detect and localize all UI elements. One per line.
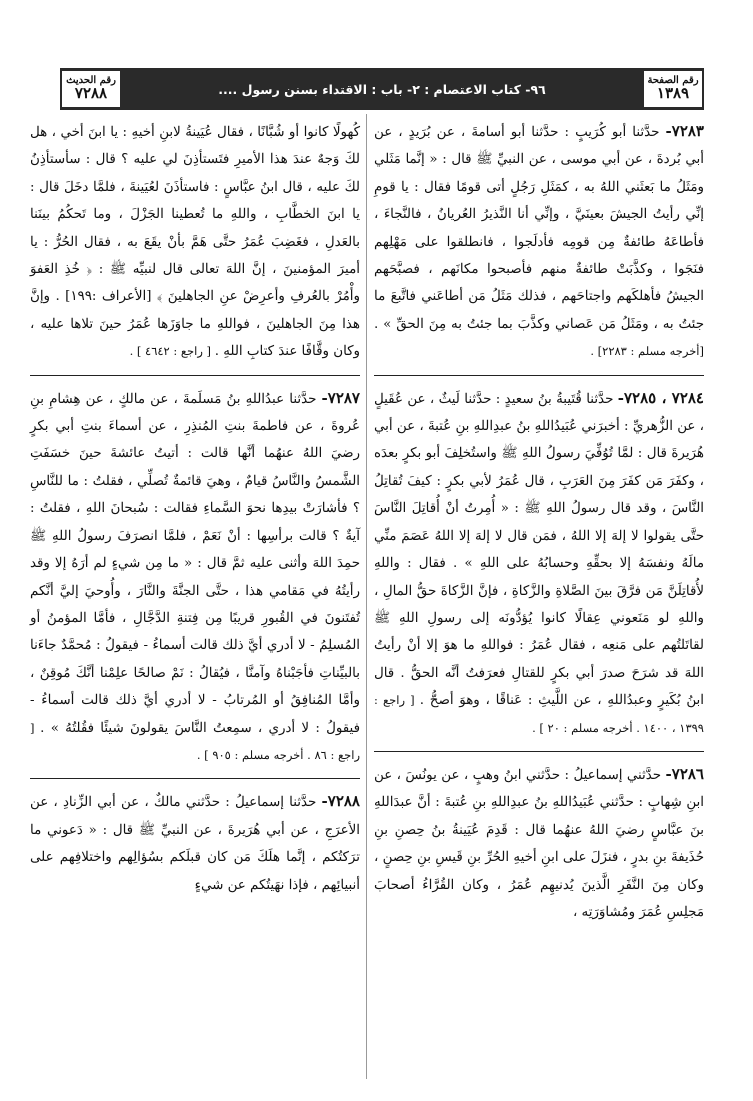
hadith-entry-text: حدَّثنا أبو كُرَيبٍ : حدَّثنا أبو أسامةَ ، عن بُرَيدٍ ، عن أبي بُردةَ ، عن أبي موسى ، عن النبيِّ ﷺ قال : « إنَّما مَثَلي ومَثَلُ ما بَعثَني اللهُ به ، كمَثَلِ رَجُلٍ أتى قومًا فقال : يا قومِ إنِّي رأيتُ الجيشَ بعينَيَّ ، وإنِّي أنا النَّذيرُ العُريانُ ، فالنَّجاءَ ، فأطاعَهُ طائفةٌ مِن قومِه فأدلَجوا ، فانطلقوا على مَهْلِهم فنَجَوا ، وكذَّبَتْ طائفةٌ منهم فأصبحوا مكانَهم ، فصبَّحَهم الجيشُ فأهلكَهم واجتاحَهم ، فذلك مَثَلُ مَن أطاعَني فاتَّبعَ ما جئتُ به ، ومَثَلُ مَن عَصاني وكذَّبَ بما جئتُ به مِنَ الحقِّ » .: [374, 125, 704, 332]
hadith-entry-reference: [ راجع : ١٣٩٩ ، ١٤٠٠ . أخرجه مسلم : ٢٠ ] .: [374, 693, 704, 735]
hadith-entry: [30, 788, 360, 899]
hadith-entry-number: ٧٢٨٧-: [321, 388, 360, 407]
right-column: [374, 118, 704, 926]
hadith-entry-number: ٧٢٨٨-: [321, 792, 360, 811]
hadith-entry: [374, 761, 704, 926]
page-number-label: رقم الصفحة: [647, 74, 699, 86]
hadith-entry-text: كُهولًا كانوا أو شُبَّانًا ، فقال عُيَينةُ لابنِ أخيهِ : يا ابنَ أخي ، هل لكَ وَجهٌ عندَ هذا الأميرِ فتَستأذِنَ لي عليه ؟ قال : سأستأذِنُ لكَ عليه ، قال ابنُ عبَّاسٍ : فاستأذَنَ لعُيَينةَ ، فلمَّا دخَلَ قال : يا ابنَ الخطَّابِ ، واللهِ ما تُعطينا الجَزْلَ ، وما تَحكُمُ بينَنا بالعَدلِ ، فغَضِبَ عُمَرُ حتَّى هَمَّ بأنْ يقَعَ به ، فقال الحُرُّ : يا أميرَ المؤمنينَ ، إنَّ اللهَ تعالى قال لنبيِّه ﷺ : ﴿ خُذِ العَفوَ وأْمُرْ بالعُرفِ وأعرِضْ عنِ الجاهلينَ ﴾ [الأعراف :١٩٩] . وإنَّ هذا مِنَ الجاهلينَ ، فواللهِ ما جاوَزَها عُمَرُ حينَ تلاها عليه ، وكان وقَّافًا عندَ كتابِ اللهِ .: [30, 125, 360, 360]
entry-separator: [374, 375, 704, 376]
entry-separator: [374, 751, 704, 752]
page-number-box: [642, 69, 704, 109]
column-divider: [366, 114, 367, 1079]
hadith-entry-reference: [ راجع : ٤٦٤٢ ] .: [129, 344, 215, 359]
hadith-entry-text: حدَّثنا عبدُاللهِ بنُ مَسلَمةَ ، عن مالكٍ ، عن هِشامِ بنِ عُروةَ ، عن فاطمةَ بنتِ المُنذِرِ ، عن أسماءَ بنتِ أبي بكرٍ رضيَ اللهُ عنهُما أنَّها قالت : أتيتُ عائشةَ حينَ خسَفَتِ الشَّمسُ والنَّاسُ قيامٌ ، وهيَ قائمةٌ تُصلِّي ، فقلتُ : ما للنَّاسِ ؟ فأشارَتْ بيدِها نحوَ السَّماءِ فقالت : سُبحانَ اللهِ ، فقلتُ : آيةٌ ؟ قالت برأسِها : أنْ نَعَمْ ، فلمَّا انصرَفَ رسولُ اللهِ ﷺ حمِدَ اللهَ وأثنى عليه ثمَّ قال : « ما مِن شيءٍ لم أرَهُ إلا وقد رأيتُهُ في مَقامي هذا ، حتَّى الجنَّةَ والنَّارَ ، وأُوحيَ إليَّ أنَّكم تُفتَنونَ في القُبورِ قريبًا مِن فِتنةِ الدَّجَّالِ ، فأمَّا المؤمنُ أو المُسلِمُ - لا أدري أيَّ ذلك قالت أسماءُ - فيقولُ : مُحمَّدٌ جاءَنا بالبيِّناتِ فأجَبْناهُ وآمنَّا ، فيُقالُ : نَمْ صالحًا علِمْنا أنَّكَ مُوقِنٌ ، وأمَّا المُنافِقُ أو المُرتابُ - لا أدري أيَّ ذلك قالت أسماءُ - فيقولُ : لا أدري ، سمِعتُ النَّاسَ يقولونَ شيئًا فقُلتُهُ » .: [30, 391, 360, 736]
hadith-entry-text: حدَّثنا قُتَيبةُ بنُ سعيدٍ : حدَّثنا لَيثٌ ، عن عُقَيلٍ ، عن الزُّهريِّ : أخبرَني عُبَيدُاللهِ بنُ عبدِاللهِ بنِ عُتبةَ ، عن أبي هُرَيرةَ قال : لمَّا تُوُفِّيَ رسولُ اللهِ ﷺ واستُخلِفَ أبو بكرٍ بعدَه ، وكفَرَ مَن كفَرَ مِنَ العَرَبِ ، قال عُمَرُ لأبي بكرٍ : كيفَ تُقاتِلُ النَّاسَ ، وقد قال رسولُ اللهِ ﷺ : « أُمِرتُ أنْ أُقاتِلَ النَّاسَ حتَّى يقولوا لا إلهَ إلا اللهُ ، فمَن قال لا إلهَ إلا اللهُ عَصَمَ منِّي مالَهُ ونفسَهُ إلا بحقِّهِ وحسابُهُ على اللهِ » . فقال : واللهِ لأُقاتِلَنَّ مَن فرَّقَ بينَ الصَّلاةِ والزَّكاةِ ، فإنَّ الزَّكاةَ حقُّ المالِ ، واللهِ لو مَنَعوني عِقالًا كانوا يُؤدُّونَه إلى رسولِ اللهِ ﷺ لقاتَلتُهم على مَنعِه ، فقال عُمَرُ : فواللهِ ما هوَ إلا أنْ رأيتُ اللهَ قد شرَحَ صدرَ أبي بكرٍ للقتالِ فعرَفتُ أنَّه الحقُّ . قال ابنُ بُكَيرٍ وعبدُاللهِ ، عن اللَّيثِ : عَناقًا ، وهوَ أصحُّ .: [374, 391, 704, 709]
hadith-entry: [374, 118, 704, 366]
hadith-entry-number: ٧٢٨٦-: [665, 764, 704, 783]
entry-separator: [30, 778, 360, 779]
hadith-entry-number: ٧٢٨٣-: [665, 122, 704, 140]
hadith-entry-text: حدَّثني إسماعيلُ : حدَّثني ابنُ وهبٍ ، عن يونُسَ ، عن ابنِ شِهابٍ : حدَّثني عُبَيدُاللهِ بنُ عبدِاللهِ بنِ عُتبةَ : أنَّ عبدَاللهِ بنَ عبَّاسٍ رضيَ اللهُ عنهُما قال : قَدِمَ عُيَينةُ بنُ حِصنِ بنِ حُذَيفةَ بنِ بدرٍ ، فنزَلَ على ابنِ أخيهِ الحُرِّ بنِ قَيسِ بنِ حِصنٍ ، وكان مِنَ النَّفَرِ الَّذينَ يُدنيهِم عُمَرُ ، وكان القُرَّاءُ أصحابَ مَجلِسِ عُمَرَ ومُشاوَرَتِه ،: [374, 767, 704, 920]
hadith-number: ٧٢٨٨: [74, 84, 108, 103]
entry-separator: [30, 375, 360, 376]
hadith-number-label: رقم الحديث: [66, 74, 116, 86]
hadith-entry-text: حدَّثنا إسماعيلُ : حدَّثني مالكٌ ، عن أبي الزِّنادِ ، عن الأعرَجِ ، عن أبي هُرَيرةَ ، عن النبيِّ ﷺ قال : « دَعوني ما ترَكتُكم ، إنَّما هلَكَ مَن كان قبلَكم بسُؤالِهم واختلافِهم على أنبيائِهم ، فإذا نهَيتُكم عن شيءٍ: [30, 795, 360, 893]
left-column: [30, 118, 360, 899]
page-number: ١٣٨٩: [656, 84, 690, 103]
chapter-title: ٩٦- كتاب الاعتصام : ٢- باب : الاقتداء بسنن رسول ....: [218, 81, 546, 97]
hadith-entry-number: ٧٢٨٤ ، ٧٢٨٥-: [617, 388, 704, 407]
page-header: [60, 68, 704, 110]
hadith-entry: [30, 118, 360, 366]
hadith-entry: [30, 385, 360, 770]
hadith-number-box: [60, 69, 122, 109]
hadith-entry: [374, 385, 704, 742]
hadith-entry-reference: [ راجع : ٨٦ . أخرجه مسلم : ٩٠٥ ] .: [30, 720, 360, 762]
hadith-entry-reference: [أخرجه مسلم : ٢٢٨٣] .: [590, 344, 704, 359]
